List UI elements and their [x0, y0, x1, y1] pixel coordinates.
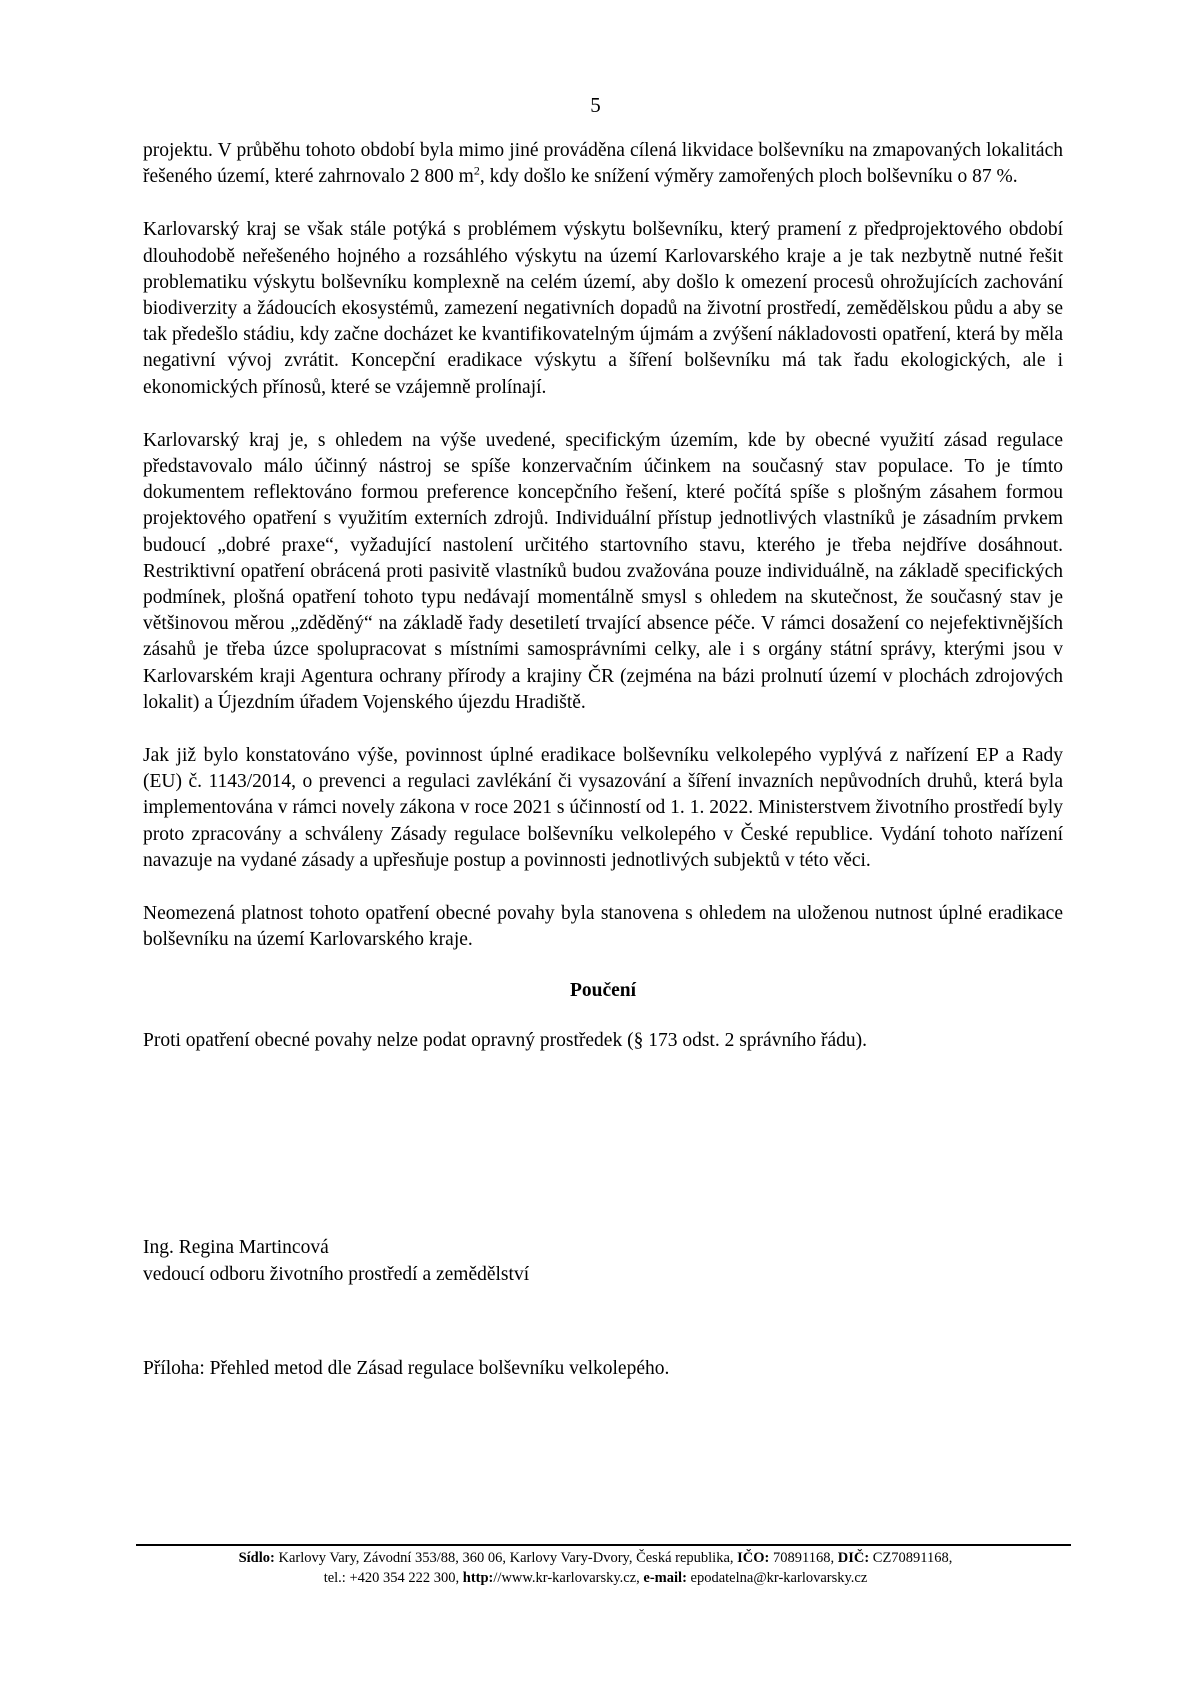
footer-line-contact: [0, 1568, 1191, 1588]
paragraph-ongoing-problem: Karlovarský kraj se však stále potýká s problémem výskytu bolševníku, který pramení z předprojektového období dlouhodobě neřešeného hojného a rozsáhlého výskytu na území Karlovarského kraje a je tak nezbytně nutné řešit problematiku výskytu bolševníku komplexně na celém území, aby došlo k omezení procesů ohrožujících zachování biodiverzity a žádoucích ekosystémů, zamezení negativních dopadů na životní prostředí, zemědělskou půdu a aby se tak předešlo stádiu, kdy začne docházet ke kvantifikovatelným újmám a zvýšení nákladovosti opatření, která by měla negativní vývoj zvrátit. Koncepční eradikace výskytu a šíření bolševníku má tak řadu ekologických, ale i ekonomických přínosů, které se vzájemně prolínají.: [143, 219, 1063, 398]
page-number: 5: [590, 93, 601, 117]
footer-http-label: http:: [462, 1570, 494, 1586]
attachment-note: Příloha: Přehled metod dle Zásad regulace bolševníku velkolepého.: [143, 1358, 670, 1379]
footer-tel: tel.: +420 354 222 300,: [323, 1570, 463, 1586]
signatory-role: vedoucí odboru životního prostředí a zemědělství: [143, 1263, 530, 1285]
instruction-heading: Poučení: [569, 980, 637, 1002]
paragraph-text: projektu. V průběhu tohoto období byla mimo jiné prováděna cílená likvidace bolševníku na zmapovaných lokalitách řešeného území, které zahrnovalo 2 800 m: [143, 140, 1063, 188]
paragraph-text: , kdy došlo ke snížení výměry zamořených ploch bolševníku o 87 %.: [479, 166, 1018, 188]
footer-divider: [136, 1544, 1071, 1546]
paragraph-project-results: [143, 138, 1063, 190]
document-body: [143, 138, 1063, 1082]
footer-dic-label: DIČ:: [837, 1550, 870, 1566]
superscript: 2: [473, 163, 480, 178]
footer-ico-label: IČO:: [737, 1550, 770, 1566]
signatory-name: Ing. Regina Martincová: [143, 1237, 329, 1258]
instruction-text: Proti opatření obecné povahy nelze podat opravný prostředek (§ 173 odst. 2 správního řádu).: [143, 1030, 868, 1052]
footer-line-address: [0, 1548, 1191, 1568]
footer-seat-label: Sídlo:: [238, 1550, 275, 1566]
footer-email-label: e-mail:: [643, 1570, 687, 1586]
paragraph-legal-basis: Jak již bylo konstatováno výše, povinnost úplné eradikace bolševníku velkolepého vyplývá z nařízení EP a Rady (EU) č. 1143/2014, o prevenci a regulaci zavlékání či vysazování a šíření invazních nepůvodních druhů, která byla implementována v rámci novely zákona v roce 2021 s účinností od 1. 1. 2022. Ministerstvem životního prostředí byly proto zpracovány a schváleny Zásady regulace bolševníku velkolepého v České republice. Vydání tohoto nařízení navazuje na vydané zásady a upřesňuje postup a povinnosti jednotlivých subjektů v této věci.: [143, 745, 1063, 871]
paragraph-specific-territory: Karlovarský kraj je, s ohledem na výše uvedené, specifickým územím, kde by obecné využití zásad regulace představovalo málo účinný nástroj se spíše konzervačním účinkem na současný stav populace. To je tímto dokumentem reflektováno formou preference koncepčního řešení, které počítá spíše s plošným zásahem formou projektového opatření s využitím externích zdrojů. Individuální přístup jednotlivých vlastníků je zásadním prvkem budoucí „dobré praxe“, vyžadující nastolení určitého startovního stavu, kterého je třeba nejdříve dosáhnout. Restriktivní opatření obrácená proti pasivitě vlastníků budou zvažována pouze individuálně, na základě specifických podmínek, plošná opatření tohoto typu nedávají momentálně smysl s ohledem na skutečnost, že současný stav je většinovou měrou „zděděný“ na základě řady desetiletí trvající absence péče. V rámci dosažení co nejefektivnějších zásahů je třeba úzce spolupracovat s místními samosprávními celky, ale i s orgány státní správy, kterými jsou v Karlovarském kraji Agentura ochrany přírody a krajiny ČR (zejména na bázi prolnutí území v plochách zdrojových lokalit) a Újezdním úřadem Vojenského újezdu Hradiště.: [143, 429, 1063, 713]
signature-block: [143, 1235, 529, 1288]
footer-website-link[interactable]: //www.kr-karlovarsky.cz,: [493, 1570, 644, 1586]
footer-seat-value: Karlovy Vary, Závodní 353/88, 360 06, Karlovy Vary-Dvory, Česká republika,: [274, 1550, 738, 1566]
footer-ico-value: 70891168,: [769, 1550, 838, 1566]
footer: [0, 1548, 1191, 1588]
paragraph-validity: Neomezená platnost tohoto opatření obecné povahy byla stanovena s ohledem na uloženou nutnost úplné eradikace bolševníku na území Karlovarského kraje.: [143, 903, 1063, 951]
footer-dic-value: CZ70891168,: [869, 1550, 953, 1566]
footer-email-link[interactable]: epodatelna@kr-karlovarsky.cz: [686, 1570, 868, 1586]
